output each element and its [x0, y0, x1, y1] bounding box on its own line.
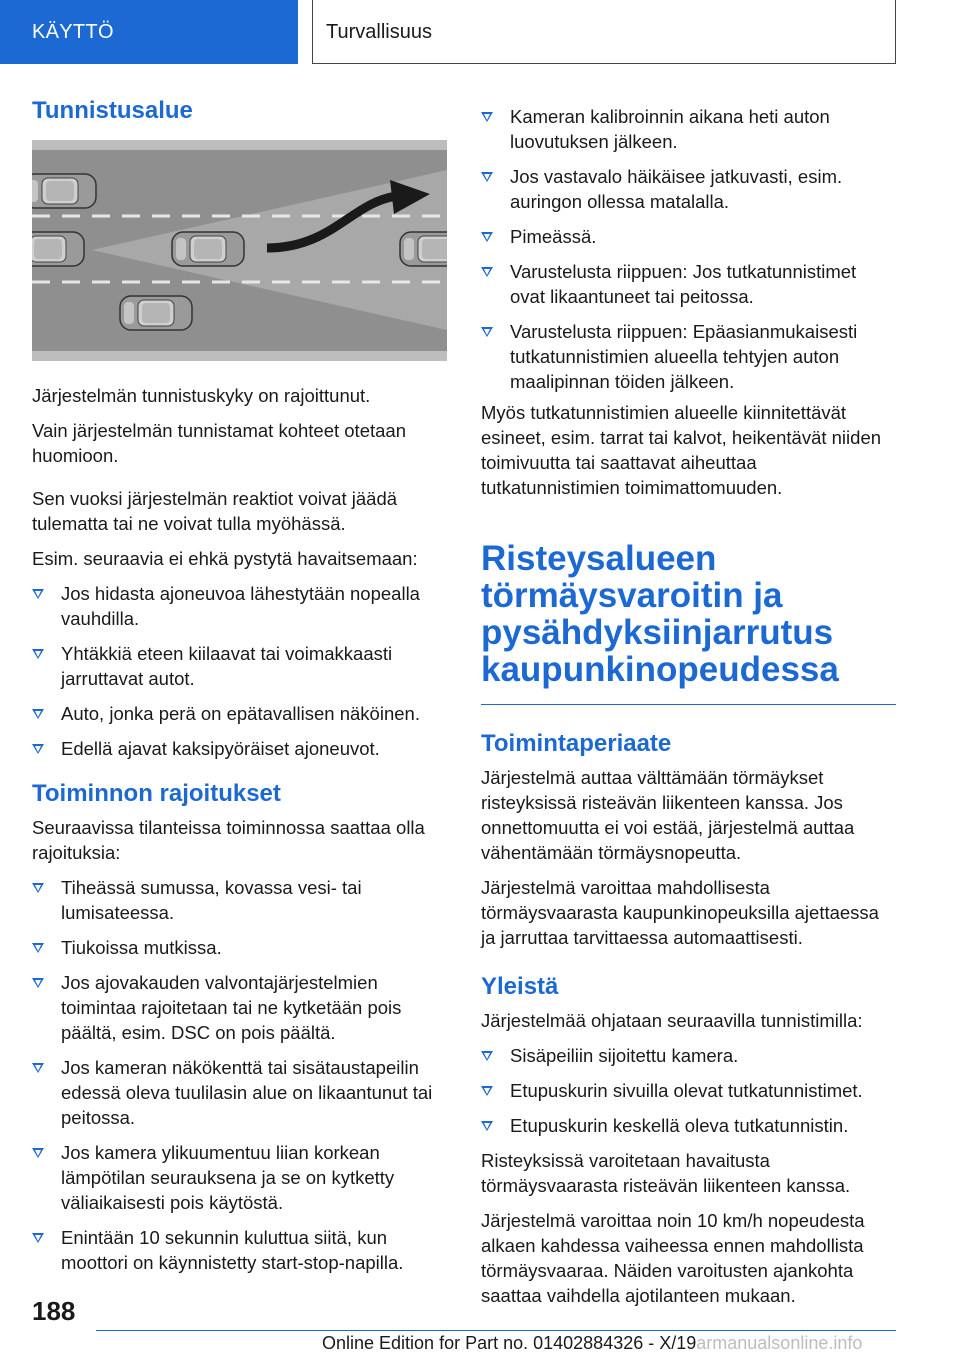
footer-site-watermark: armanualsonline.info [696, 1333, 863, 1353]
bullet-triangle-icon [481, 1051, 493, 1061]
bullet-triangle-icon [32, 1148, 44, 1158]
footer-edition-text: Online Edition for Part no. 01402884326 - X/19 [322, 1333, 697, 1353]
bullet-list [481, 104, 896, 394]
car-ego [172, 232, 244, 266]
text-paragraph: Järjestelmä varoittaa noin 10 km/h nopeudesta alkaen kahdessa vaiheessa ennen mahdollista törmäysvaaraa. Näiden varoitusten ajankohta saattaa vaihdella ajotilanteen mukaan. [481, 1210, 865, 1306]
list-item: Kameran kalibroinnin aikana heti auton luovutuksen jälkeen. [481, 104, 896, 154]
list-item: Auto, jonka perä on epätavallisen näköinen. [32, 701, 447, 726]
bullet-triangle-icon [481, 1121, 493, 1131]
list-item: Pimeässä. [481, 224, 896, 249]
text-paragraph: Sen vuoksi järjestelmän reaktiot voivat jäädä tulematta tai ne voivat tulla myöhässä. [32, 488, 398, 534]
page-number: 188 [32, 1296, 76, 1326]
text-paragraph: Järjestelmä varoittaa mahdollisesta törmäysvaarasta kaupunkinopeuksilla ajettaessa ja jarruttaa tarvittaessa automaattisesti. [481, 877, 879, 948]
list-item: Edellä ajavat kaksipyöräiset ajoneuvot. [32, 736, 447, 761]
text-paragraph: Risteyksissä varoitetaan havaitusta törmäysvaarasta risteävän liikenteen kanssa. [481, 1150, 851, 1196]
list-item: Jos vastavalo häikäisee jatkuvasti, esim. auringon ollessa matalalla. [481, 164, 896, 214]
bullet-triangle-icon [32, 978, 44, 988]
bullet-triangle-icon [32, 709, 44, 719]
bullet-list [481, 1043, 896, 1138]
list-item: Jos kamera ylikuumentuu liian korkean lämpötilan seurauksena ja se on kytketty väliaikaisesti pois käytöstä. [32, 1140, 447, 1215]
list-item: Enintään 10 sekunnin kuluttua siitä, kun moottori on käynnistetty start-stop-napilla. [32, 1225, 447, 1275]
left-column [32, 96, 447, 1285]
bullet-triangle-icon [32, 1063, 44, 1073]
car-left-top [32, 174, 96, 208]
text-paragraph: Järjestelmän tunnistuskyky on rajoittunut. [32, 385, 371, 406]
text-paragraph: Järjestelmää ohjataan seuraavilla tunnistimilla: [481, 1010, 863, 1031]
bullet-list [32, 581, 447, 761]
text-paragraph: Vain järjestelmän tunnistamat kohteet otetaan huomioon. [32, 420, 406, 466]
footer-edition [322, 1333, 862, 1354]
list-item: Jos ajovakauden valvontajärjestelmien toimintaa rajoitetaan tai ne kytketään pois päältä, esim. DSC on pois päältä. [32, 970, 447, 1045]
heading-tunnistusalue: Tunnistusalue [32, 97, 193, 124]
text-paragraph: Seuraavissa tilanteissa toiminnossa saattaa olla rajoituksia: [32, 817, 425, 863]
car-bottom [120, 296, 192, 330]
list-item: Etupuskurin keskellä oleva tutkatunnistin. [481, 1113, 896, 1138]
bullet-triangle-icon [32, 589, 44, 599]
bullet-triangle-icon [32, 649, 44, 659]
header-section-tab: KÄYTTÖ [0, 0, 298, 64]
text-paragraph: Järjestelmä auttaa välttämään törmäykset risteyksissä risteävän liikenteen kanssa. Jos onnettomuutta ei voi estää, järjestelmä auttaa vähentämään törmäysnopeutta. [481, 767, 855, 863]
header-chapter-title: Turvallisuus [312, 0, 896, 64]
bullet-triangle-icon [32, 1233, 44, 1243]
bullet-triangle-icon [32, 883, 44, 893]
list-item: Jos hidasta ajoneuvoa lähestytään nopealla vauhdilla. [32, 581, 447, 631]
text-paragraph: Myös tutkatunnistimien alueelle kiinnitettävät esineet, esim. tarrat tai kalvot, heikentävät niiden toimivuutta tai saattavat aiheuttaa tutkatunnistimien toimimattomuuden. [481, 402, 882, 498]
heading-yleista: Yleistä [481, 973, 559, 1000]
list-item: Tiheässä sumussa, kovassa vesi- tai lumisateessa. [32, 875, 447, 925]
bullet-triangle-icon [32, 744, 44, 754]
bullet-triangle-icon [481, 327, 493, 337]
bullet-triangle-icon [481, 112, 493, 122]
bullet-triangle-icon [481, 267, 493, 277]
footer-divider [96, 1330, 896, 1331]
list-item: Tiukoissa mutkissa. [32, 935, 447, 960]
list-item: Varustelusta riippuen: Jos tutkatunnistimet ovat likaantuneet tai peitossa. [481, 259, 896, 309]
list-item: Varustelusta riippuen: Epäasianmukaisesti tutkatunnistimien alueella tehtyjen auton maalipinnan töiden jälkeen. [481, 319, 896, 394]
heading-risteysalueen-tormaysvaroitin: Risteysalueen törmäysvaroitin ja pysähdyksiinjarrutus kaupunkinopeudessa [481, 540, 896, 705]
heading-toiminnon-rajoitukset: Toiminnon rajoitukset [32, 780, 281, 807]
bullet-triangle-icon [32, 943, 44, 953]
bullet-triangle-icon [481, 172, 493, 182]
list-item: Yhtäkkiä eteen kiilaavat tai voimakkaasti jarruttavat autot. [32, 641, 447, 691]
bullet-triangle-icon [481, 232, 493, 242]
list-item: Jos kameran näkökenttä tai sisätaustapeilin edessä oleva tuulilasin alue on likaantunut tai peitossa. [32, 1055, 447, 1130]
list-item: Etupuskurin sivuilla olevat tutkatunnistimet. [481, 1078, 896, 1103]
car-left-middle [32, 232, 84, 266]
right-column [481, 104, 896, 1318]
bullet-list [32, 875, 447, 1275]
bullet-triangle-icon [481, 1086, 493, 1096]
heading-toimintaperiaate: Toimintaperiaate [481, 730, 672, 757]
list-item: Sisäpeiliin sijoitettu kamera. [481, 1043, 896, 1068]
car-ahead [400, 232, 447, 266]
detection-area-illustration [32, 140, 447, 361]
text-paragraph: Esim. seuraavia ei ehkä pystytä havaitsemaan: [32, 548, 418, 569]
